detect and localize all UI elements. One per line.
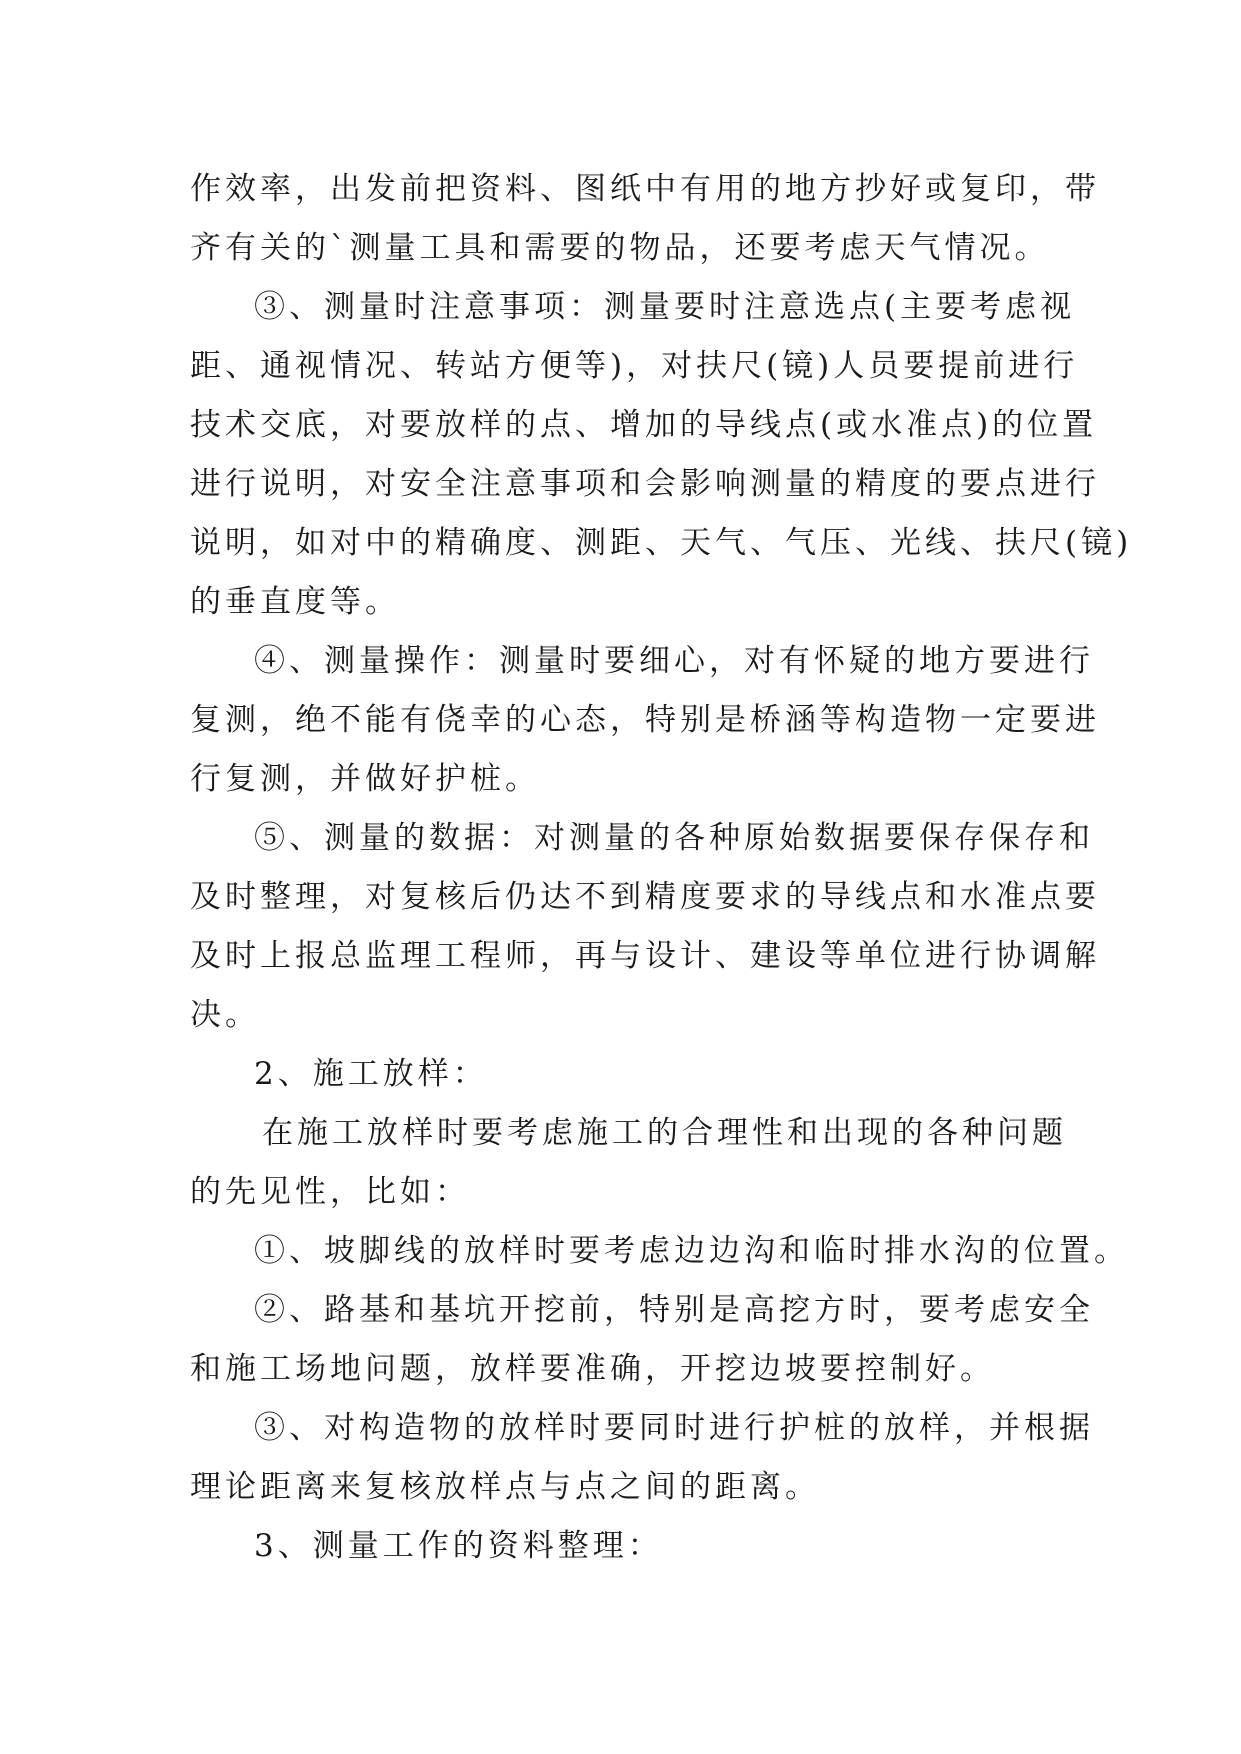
text-line: 及时整理，对复核后仍达不到精度要求的导线点和水准点要 [190, 879, 1100, 915]
text-line: ⑤、测量的数据：对测量的各种原始数据要保存保存和 [254, 820, 1094, 856]
text-line: ③、对构造物的放样时要同时进行护桩的放样，并根据 [254, 1410, 1094, 1446]
text-line: 齐有关的`测量工具和需要的物品，还要考虑天气情况。 [190, 230, 1050, 266]
text-line: 作效率，出发前把资料、图纸中有用的地方抄好或复印，带 [190, 171, 1100, 207]
text-line: ③、测量时注意事项：测量要时注意选点(主要考虑视 [254, 289, 1076, 325]
text-line: 的垂直度等。 [190, 584, 400, 620]
text-line: ②、路基和基坑开挖前，特别是高挖方时，要考虑安全 [254, 1292, 1094, 1328]
text-line: 和施工场地问题，放样要准确，开挖边坡要控制好。 [190, 1351, 995, 1387]
text-line: ①、坡脚线的放样时要考虑边边沟和临时排水沟的位置。 [254, 1233, 1129, 1269]
document-body [190, 160, 1133, 1576]
text-line: 理论距离来复核放样点与点之间的距离。 [190, 1469, 820, 1505]
text-line: ④、测量操作：测量时要细心，对有怀疑的地方要进行 [254, 643, 1094, 679]
text-line: 距、通视情况、转站方便等)，对扶尺(镜)人员要提前进行 [190, 348, 1079, 384]
text-line: 及时上报总监理工程师，再与设计、建设等单位进行协调解 [190, 938, 1100, 974]
text-line: 进行说明，对安全注意事项和会影响测量的精度的要点进行 [190, 466, 1100, 502]
text-line: 行复测，并做好护桩。 [190, 761, 540, 797]
text-line: 3、测量工作的资料整理： [254, 1528, 663, 1564]
text-line: 技术交底，对要放样的点、增加的导线点(或水准点)的位置 [190, 407, 1098, 443]
text-line: 说明，如对中的精确度、测距、天气、气压、光线、扶尺(镜) [190, 525, 1133, 561]
text-line: 复测，绝不能有侥幸的心态，特别是桥涵等构造物一定要进 [190, 702, 1100, 738]
text-line: 决。 [190, 997, 260, 1033]
text-line: 的先见性，比如： [190, 1174, 470, 1210]
text-line: 在施工放样时要考虑施工的合理性和出现的各种问题 [262, 1115, 1067, 1151]
text-line: 2、施工放样： [254, 1056, 488, 1092]
